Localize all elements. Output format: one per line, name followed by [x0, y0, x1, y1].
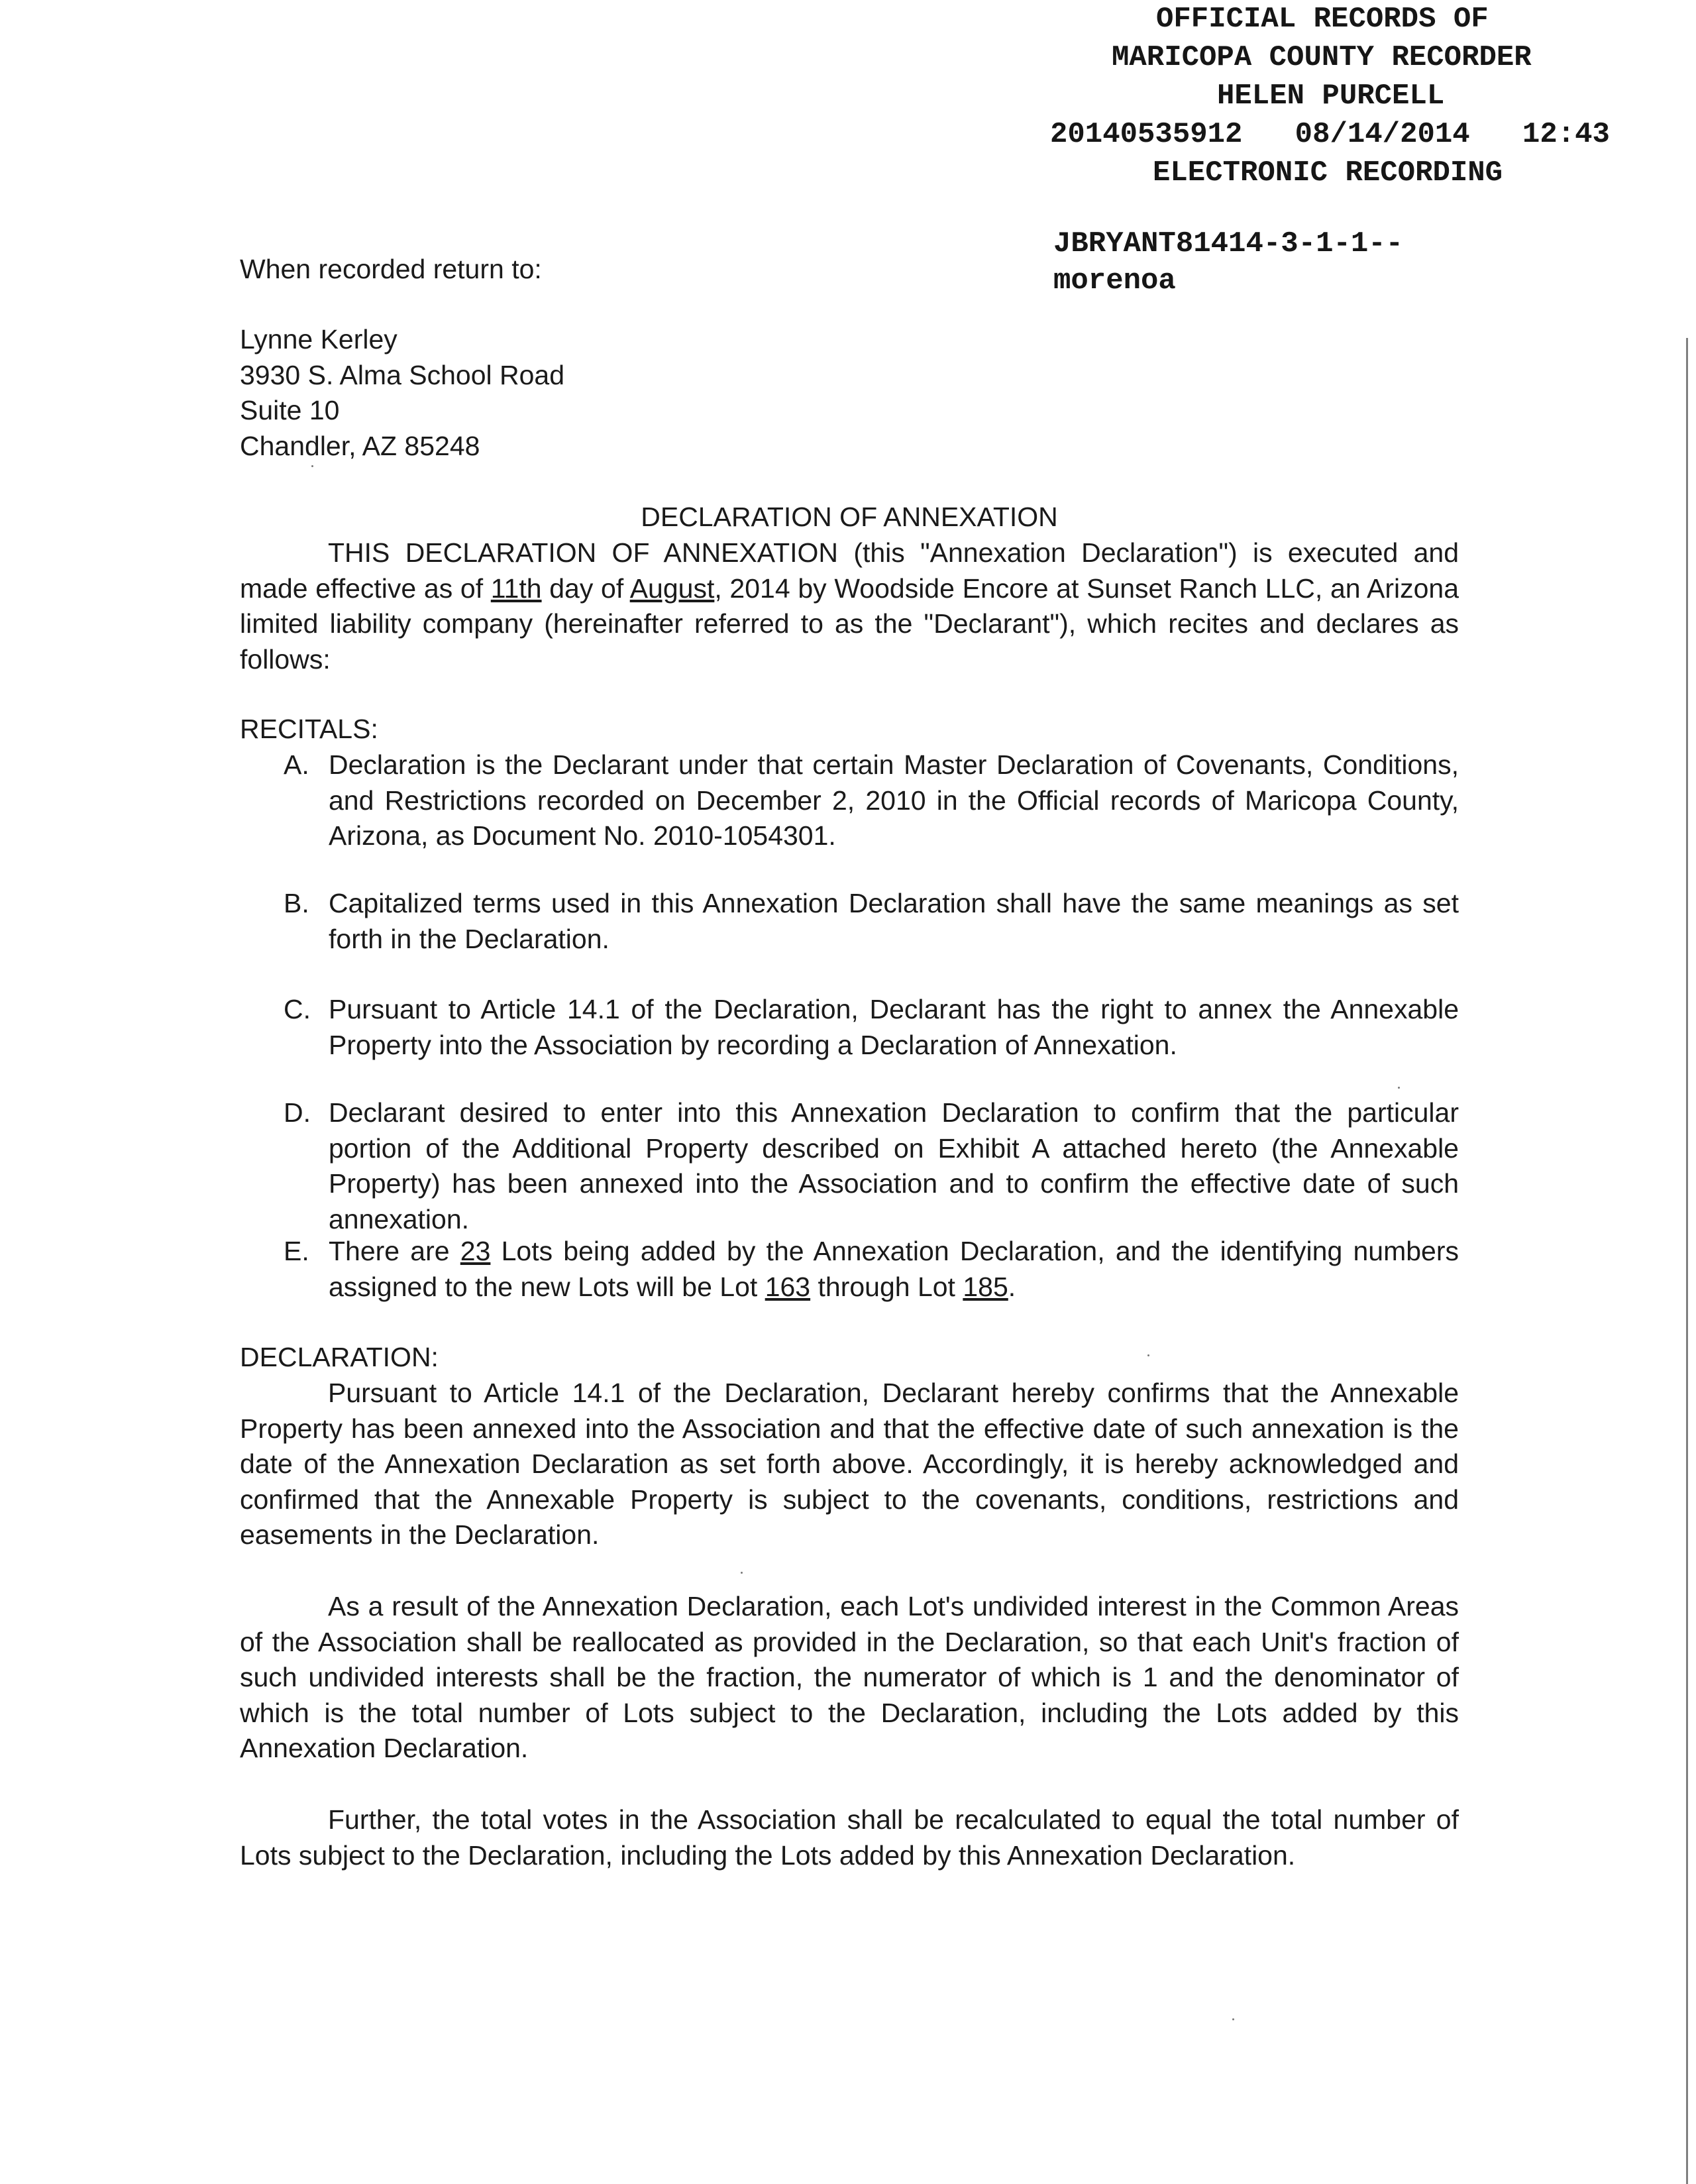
recitals-heading: RECITALS: [240, 714, 378, 744]
recital-text: Pursuant to Article 14.1 of the Declaration, Declarant has the right to annex the Annexable Property into the Association by recording a Declaration of Annexation. [329, 994, 1459, 1060]
clerk-code-line-2: morenoa [1053, 264, 1176, 298]
recital-text: Capitalized terms used in this Annexation Declaration shall have the same meanings as set forth in the Declaration. [329, 888, 1459, 954]
recital-letter: C. [284, 994, 311, 1024]
recital-e-text-3: through Lot [810, 1271, 963, 1302]
recital-b [284, 886, 1459, 957]
return-name: Lynne Kerley [240, 324, 398, 355]
stamp-line-official-records: OFFICIAL RECORDS OF [1156, 3, 1489, 36]
stamp-line-county-recorder: MARICOPA COUNTY RECORDER [1112, 41, 1532, 74]
clerk-code [1053, 225, 1403, 300]
scan-speck [1147, 1354, 1149, 1356]
scan-speck [1398, 1087, 1400, 1089]
stamp-line-electronic-recording: ELECTRONIC RECORDING [1153, 156, 1503, 190]
intro-text-3: , 2014 by Woodside Encore at Sunset Ranch LLC, an Arizona limited liability company (hereinafter referred to as the "Declarant"), which recites and declares as follows: [240, 573, 1459, 675]
recital-a [284, 747, 1459, 854]
stamp-line-recorder-name: HELEN PURCELL [1217, 80, 1445, 113]
return-to-label: When recorded return to: [240, 254, 542, 284]
recorder-stamp [994, 0, 1683, 192]
effective-day: 11th [490, 573, 542, 604]
recital-letter: E. [284, 1236, 309, 1266]
return-suite: Suite 10 [240, 395, 340, 425]
declaration-paragraph-2: As a result of the Annexation Declaration, each Lot's undivided interest in the Common Areas of the Association shall be reallocated as provided in the Declaration, so that each Unit's fraction of such undivided interests shall be the fraction, the numerator of which is 1 and the denominator of which is the total number of Lots subject to the Declaration, including the Lots added by this Annexation Declaration. [240, 1591, 1459, 1763]
lot-to: 185 [963, 1271, 1008, 1302]
declaration-paragraph-1: Pursuant to Article 14.1 of the Declaration, Declarant hereby confirms that the Annexable Property has been annexed into the Association and that the effective date of such annexation is the date of the Annexation Declaration as set forth above. Accordingly, it is hereby acknowledged and confirmed that the Annexable Property is subject to the covenants, conditions, restrictions and easements in the Declaration. [240, 1378, 1459, 1550]
document-title: DECLARATION OF ANNEXATION [641, 502, 1058, 532]
recital-letter: D. [284, 1097, 311, 1128]
lot-count: 23 [460, 1236, 491, 1266]
recital-letter: A. [284, 749, 309, 780]
effective-month: August [629, 573, 715, 604]
declaration-heading: DECLARATION: [240, 1342, 439, 1372]
return-address [240, 322, 564, 464]
scan-margin-line [1686, 338, 1688, 2184]
clerk-code-line-1: JBRYANT81414-3-1-1-- [1053, 227, 1404, 260]
stamp-line-record-number-date-time: 20140535912 08/14/2014 12:43 [1050, 118, 1610, 151]
intro-text-1: THIS DECLARATION OF ANNEXATION (this "Annexation Declaration") is executed and made effective as of [240, 537, 1459, 604]
recital-d [284, 1095, 1459, 1237]
scan-speck [1232, 2018, 1234, 2020]
recital-e [284, 1234, 1459, 1305]
intro-text-2: day of [541, 573, 630, 604]
recital-e-text-4: . [1008, 1271, 1016, 1302]
recital-e-text-1: There are [329, 1236, 460, 1266]
recital-text: Declaration is the Declarant under that certain Master Declaration of Covenants, Conditions, and Restrictions recorded on December 2, 2010 in the Official records of Maricopa County, Arizona, as Document No. 2010-1054301. [329, 749, 1459, 851]
return-city: Chandler, AZ 85248 [240, 430, 480, 461]
lot-from: 163 [765, 1271, 811, 1302]
declaration-paragraph-3: Further, the total votes in the Association shall be recalculated to equal the total number of Lots subject to the Declaration, including the Lots added by this Annexation Declaration. [240, 1804, 1459, 1871]
intro-paragraph [240, 535, 1459, 677]
recital-c [284, 992, 1459, 1063]
recital-letter: B. [284, 888, 309, 918]
recital-text: Declarant desired to enter into this Annexation Declaration to confirm that the particular portion of the Additional Property described on Exhibit A attached hereto (the Annexable Property) has been annexed into the Association and to confirm the effective date of such annexation. [329, 1097, 1459, 1234]
return-street: 3930 S. Alma School Road [240, 359, 565, 390]
scan-speck [311, 465, 313, 467]
scan-speck [741, 1572, 743, 1574]
recital-text [329, 1234, 1459, 1305]
recital-e-text-2: Lots being added by the Annexation Declaration, and the identifying numbers assigned to the new Lots will be Lot [329, 1236, 1459, 1302]
